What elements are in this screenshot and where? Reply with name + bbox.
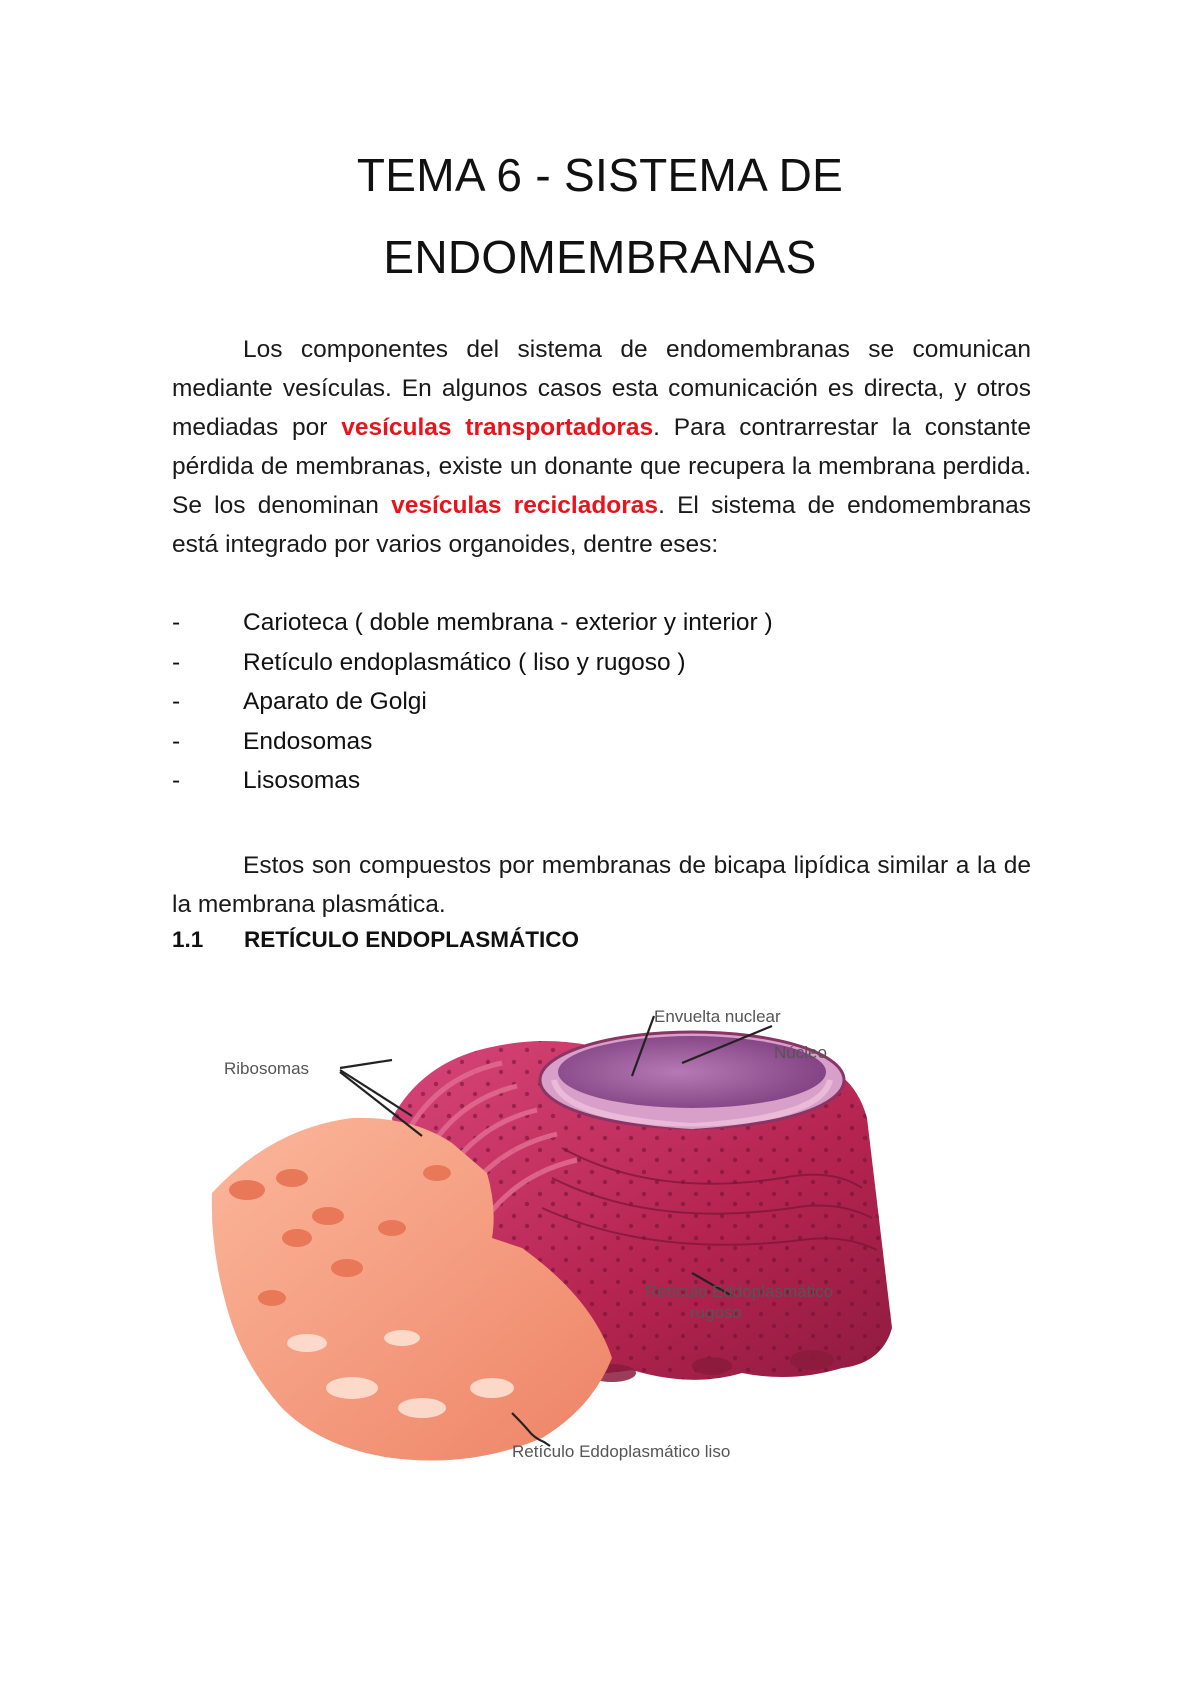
page-title-line-2: ENDOMEMBRANAS xyxy=(383,231,817,283)
list-item-text: Carioteca ( doble membrana - exterior y interior ) xyxy=(243,609,773,636)
label-envelope: Envuelta nuclear xyxy=(654,1007,781,1026)
highlight-recycling-vesicles: vesículas recicladoras xyxy=(391,492,659,519)
list-item-text: Endosomas xyxy=(243,727,373,755)
list-item-text: Retículo endoplasmático ( liso y rugoso ) xyxy=(243,648,686,676)
list-dash: - xyxy=(172,609,181,636)
label-rough-er-line-2: rugoso xyxy=(690,1303,742,1322)
intro-text-2: . Para contrarrestar la constante pérdida de membranas, existe un donante que recupera la membrana perdida. Se los denominan xyxy=(172,414,1031,519)
label-rough-er-line-1: Retículo Eddoplasmático xyxy=(645,1282,834,1301)
intro-text-3: . El sistema de endomembranas está integrado por varios organoides, dentre eses: xyxy=(172,492,1031,558)
label-nucleus: Núcleo xyxy=(774,1043,827,1062)
list-dash: - xyxy=(172,688,181,715)
list-dash: - xyxy=(172,767,181,794)
closing-paragraph: Estos son compuestos por membranas de bicapa lipídica similar a la de la membrana plasmática. xyxy=(172,852,1031,918)
intro-text-1: Los componentes del sistema de endomembranas se comunican mediante vesículas. En algunos casos esta comunicación es directa, y otros mediadas por xyxy=(172,336,1031,441)
section-heading xyxy=(172,924,579,956)
er-illustration xyxy=(92,968,1132,1484)
list-item-text: Lisosomas xyxy=(243,767,361,794)
highlight-transport-vesicles: vesículas transportadoras xyxy=(341,414,654,441)
label-ribosomes: Ribosomas xyxy=(224,1059,310,1078)
section-number: 1.1 xyxy=(172,927,204,952)
er-diagram-svg xyxy=(92,968,1132,1484)
intro-paragraph xyxy=(172,330,1031,564)
section-title: RETÍCULO ENDOPLASMÁTICO xyxy=(244,927,579,952)
list-dash: - xyxy=(172,648,181,676)
list-item-text: Aparato de Golgi xyxy=(243,688,427,715)
list-dash: - xyxy=(172,727,181,755)
page-title-line-1: TEMA 6 - SISTEMA DE xyxy=(356,149,844,201)
label-smooth-er: Retículo Eddoplasmático liso xyxy=(512,1442,731,1461)
